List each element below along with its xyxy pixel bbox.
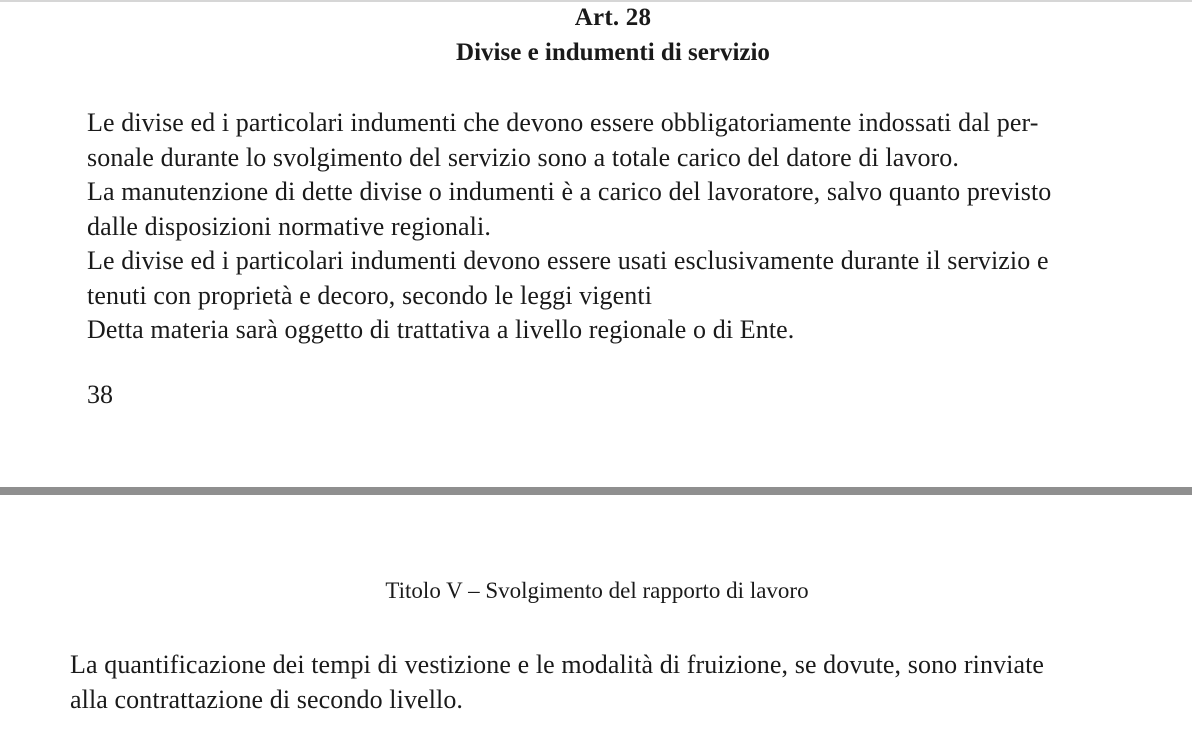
article-body	[87, 106, 1167, 348]
running-header: Titolo V – Svolgimento del rapporto di lavoro	[385, 578, 809, 603]
article-number: Art. 28	[574, 4, 652, 31]
body-line: Le divise ed i particolari indumenti devono essere usati esclusivamente durante il servizio e	[87, 246, 1049, 275]
page-body	[70, 648, 1170, 717]
article-title: Divise e indumenti di servizio	[456, 39, 770, 66]
body-line: Detta materia sarà oggetto di trattativa a livello regionale o di Ente.	[87, 315, 795, 344]
page-39	[0, 495, 1192, 742]
body-line: alla contrattazione di secondo livello.	[70, 684, 464, 714]
body-line: sonale durante lo svolgimento del servizio sono a totale carico del datore di lavoro.	[87, 142, 960, 172]
body-line: tenuti con proprietà e decoro, secondo le leggi vigenti	[87, 280, 653, 310]
page-38	[0, 2, 1192, 487]
body-line: dalle disposizioni normative regionali.	[87, 211, 491, 241]
page-number: 38	[87, 380, 113, 409]
body-line: La manutenzione di dette divise o indumenti è a carico del lavoratore, salvo quanto previsto	[87, 177, 1052, 206]
page-separator	[0, 487, 1192, 495]
body-line: Le divise ed i particolari indumenti che devono essere obbligatoriamente indossati dal per-	[87, 108, 1039, 137]
body-line: La quantificazione dei tempi di vestizione e le modalità di fruizione, se dovute, sono rinviate	[70, 650, 1045, 679]
